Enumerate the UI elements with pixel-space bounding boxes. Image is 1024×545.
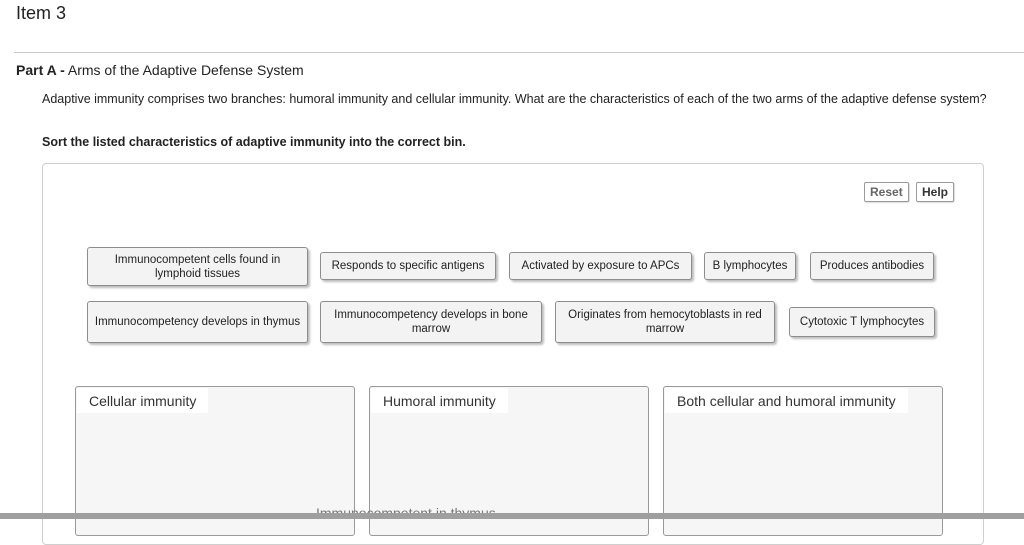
chip-immunocompetent-lymphoid[interactable]: Immunocompetent cells found in lymphoid tissues xyxy=(87,247,308,286)
chip-activated-by-apcs[interactable]: Activated by exposure to APCs xyxy=(509,252,692,280)
chip-responds-specific-antigens[interactable]: Responds to specific antigens xyxy=(320,252,496,280)
reset-button[interactable]: Reset xyxy=(864,182,909,202)
bottom-scrollbar[interactable] xyxy=(0,513,1024,519)
chip-competency-thymus[interactable]: Immunocompetency develops in thymus xyxy=(87,301,308,343)
bin-label-humoral: Humoral immunity xyxy=(371,388,508,413)
chip-cytotoxic-t[interactable]: Cytotoxic T lymphocytes xyxy=(789,307,935,337)
bin-label-cellular: Cellular immunity xyxy=(77,388,208,413)
bin-label-both: Both cellular and humoral immunity xyxy=(665,388,908,413)
chip-produces-antibodies[interactable]: Produces antibodies xyxy=(810,252,934,280)
chip-competency-bone-marrow[interactable]: Immunocompetency develops in bone marrow xyxy=(320,301,542,343)
help-button[interactable]: Help xyxy=(916,182,954,202)
divider xyxy=(14,52,1024,53)
part-label: Part A - xyxy=(16,62,65,78)
chip-hemocytoblasts[interactable]: Originates from hemocytoblasts in red marrow xyxy=(555,301,775,343)
chip-b-lymphocytes[interactable]: B lymphocytes xyxy=(704,252,796,280)
instruction-text: Sort the listed characteristics of adaptive immunity into the correct bin. xyxy=(42,135,466,149)
item-title: Item 3 xyxy=(16,3,67,23)
question-text: Adaptive immunity comprises two branches: humoral immunity and cellular immunity. What are the characteristics of each of the two arms of the adaptive defense system? xyxy=(42,92,987,106)
part-name: Arms of the Adaptive Defense System xyxy=(67,62,304,78)
part-title xyxy=(16,62,304,78)
